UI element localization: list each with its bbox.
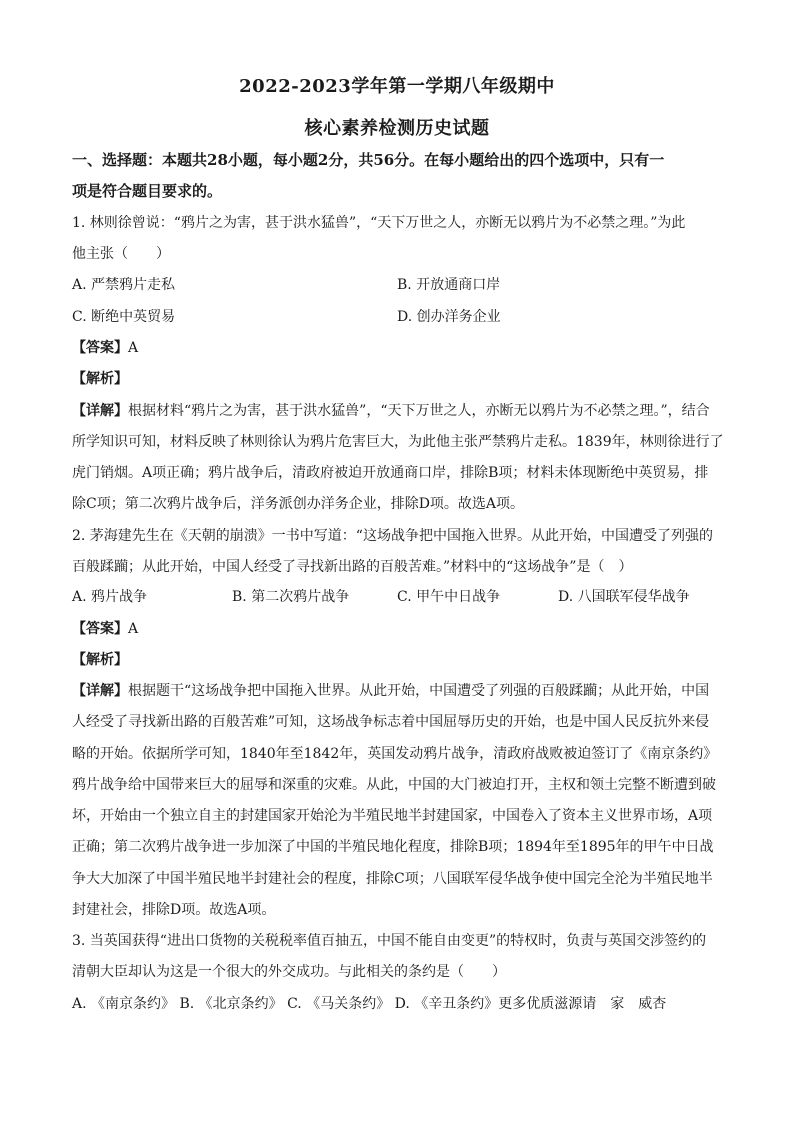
q2-detail-line: 封建社会，排除D项。故选A项。 [72,902,276,918]
analysis-label: 【解析】 [72,371,128,387]
q3-stem: 3. 当英国获得“进出口货物的关税税率值百抽五，中国不能自由变更”的特权时，负责与英国交涉签约的 [72,933,707,949]
q1-detail [72,401,710,421]
q1-detail-line: 所学知识可知，材料反映了林则徐认为鸦片危害巨大，为此他主张严禁鸦片走私。1839年，林则徐进行了 [72,434,724,450]
q1-answer [72,338,138,358]
q2-stem: 2. 茅海建先生在《天朝的崩溃》一书中写道：“这场战争把中国拖入世界。从此开始，中国遭受了列强的 [72,528,713,544]
section-heading: 一、选择题：本题共28小题，每小题2分，共56分。在每小题给出的四个选项中，只有一 [72,151,665,169]
q1-stem-cont: 他主张（ ） [72,246,170,262]
q2-detail-line: 人经受了寻找新出路的百般苦难”可知，这场战争标志着中国屈辱历史的开始，也是中国人民反抗外来侵 [72,714,710,730]
q2-analysis-label [72,650,128,670]
detail-text: 根据材料“鸦片之为害，甚于洪水猛兽”，“天下万世之人，亦断无以鸦片为不必禁之理。”，结合 [128,403,710,419]
q1-option-c: C. 断绝中英贸易 [72,309,176,325]
q1-analysis-label [72,369,128,389]
exam-title: 2022-2023学年第一学期八年级期中 [239,76,555,97]
section-heading-cont: 项是符合题目要求的。 [72,182,223,200]
answer-value: A [128,621,139,637]
q1-option-d: D. 创办洋务企业 [397,309,501,325]
q2-option-a: A. 鸦片战争 [72,589,148,605]
q3-options: A. 《南京条约》 B. 《北京条约》 C. 《马关条约》 D. 《辛丑条约》更多优质滋源请 家 威杏 [72,996,667,1012]
q1-option-b: B. 开放通商口岸 [397,277,501,293]
q2-detail-line: 坏，开始由一个独立自主的封建国家开始沦为半殖民地半封建国家，中国卷入了资本主义世界市场，A项 [72,808,713,824]
q1-detail-line: 虎门销烟。A项正确；鸦片战争后，清政府被迫开放通商口岸，排除B项；材料未体现断绝中英贸易，排 [72,465,709,481]
q2-option-c: C. 甲午中日战争 [397,589,501,605]
q2-detail [72,681,709,701]
answer-value: A [128,340,139,356]
q2-detail-line: 正确；第二次鸦片战争进一步加深了中国的半殖民地化程度，排除B项；1894年至1895年的甲午中日战 [72,839,714,855]
q2-option-d: D. 八国联军侵华战争 [558,589,690,605]
answer-label: 【答案】 [72,340,128,356]
answer-label: 【答案】 [72,621,128,637]
q2-answer [72,619,138,639]
q2-stem-cont: 百般蹂躏；从此开始，中国人经受了寻找新出路的百般苦难。”材料中的“这场战争”是（ ） [72,559,633,575]
q3-stem-cont: 清朝大臣却认为这是一个很大的外交成功。与此相关的条约是（ ） [72,964,506,980]
exam-subtitle: 核心素养检测历史试题 [304,118,490,139]
detail-label: 【详解】 [72,403,128,419]
analysis-label: 【解析】 [72,652,128,668]
q1-stem: 1. 林则徐曾说：“鸦片之为害，甚于洪水猛兽”，“天下万世之人，亦断无以鸦片为不必禁之理。”为此 [72,215,686,231]
detail-text: 根据题干“这场战争把中国拖入世界。从此开始，中国遭受了列强的百般蹂躏；从此开始，中国 [128,683,710,699]
q2-detail-line: 鸦片战争给中国带来巨大的屈辱和深重的灾难。从此，中国的大门被迫打开，主权和领土完整不断遭到破 [72,777,716,793]
q2-detail-line: 略的开始。依据所学可知，1840年至1842年，英国发动鸦片战争，清政府战败被迫签订了《南京条约》 [72,746,718,762]
q2-detail-line: 争大大加深了中国半殖民地半封建社会的程度，排除C项；八国联军侵华战争使中国完全沦为半殖民地半 [72,871,713,887]
q1-detail-line: 除C项；第二次鸦片战争后，洋务派创办洋务企业，排除D项。故选A项。 [72,496,525,512]
q1-option-a: A. 严禁鸦片走私 [72,277,176,293]
q2-option-b: B. 第二次鸦片战争 [232,589,350,605]
detail-label: 【详解】 [72,683,128,699]
